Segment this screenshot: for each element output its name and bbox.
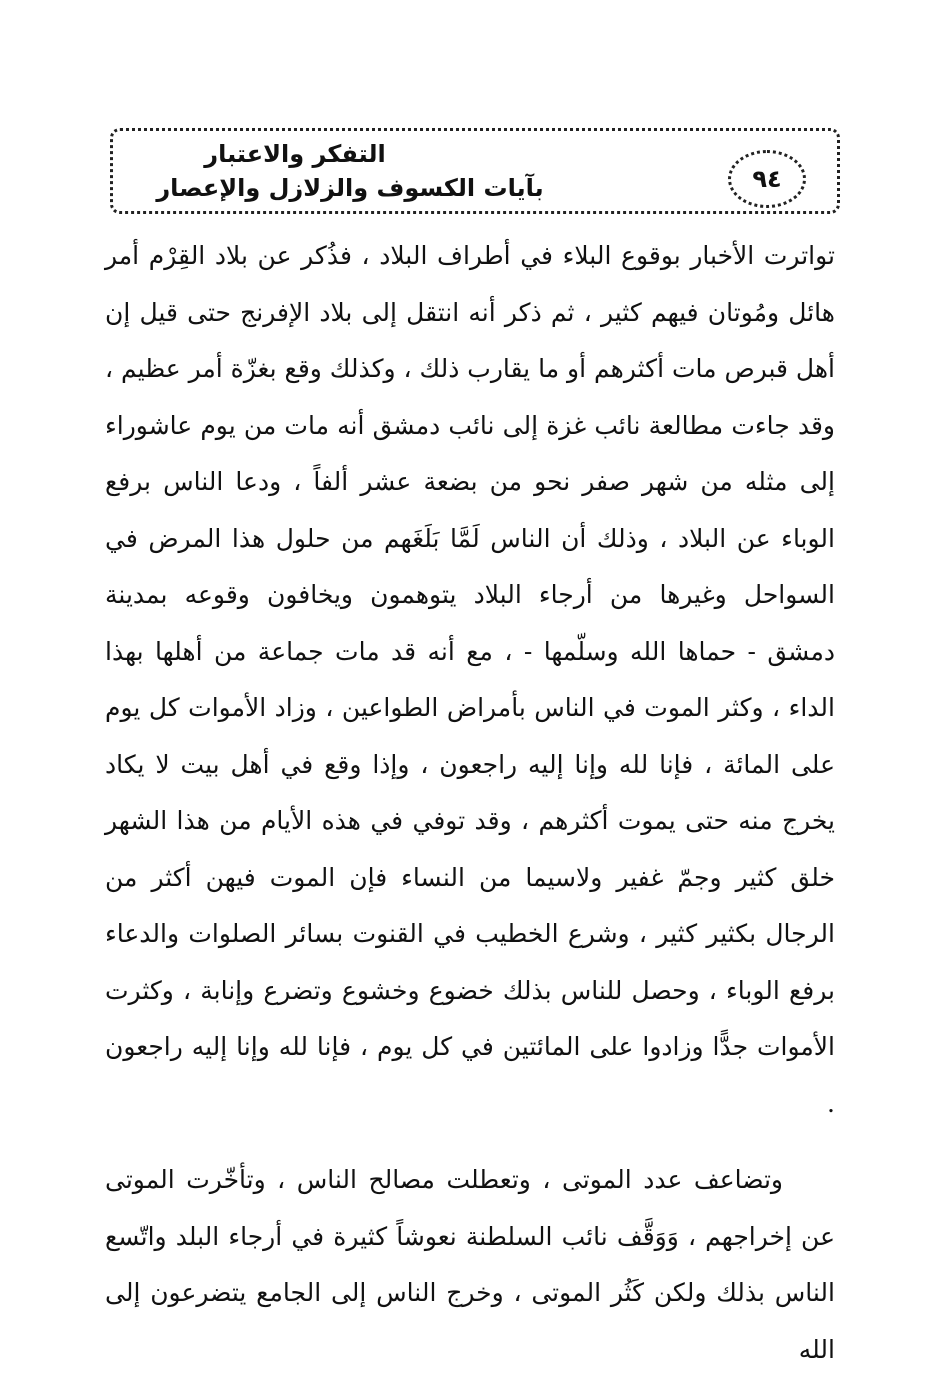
page-number: ٩٤ bbox=[728, 150, 806, 208]
paragraph: تواترت الأخبار بوقوع البلاء في أطراف البلاد ، فذُكر عن بلاد القِرْم أمر هائل ومُوتان فيهم كثير ، ثم ذكر أنه انتقل إلى بلاد الإفرنج حتى قيل إن أهل قبرص مات أكثرهم أو ما يقارب ذلك ، وكذلك وقع بغزّة أمر عظيم ، وقد جاءت مطالعة نائب غزة إلى نائب دمشق أنه مات من يوم عاشوراء إلى مثله من شهر صفر نحو من بضعة عشر ألفاً ، ودعا الناس برفع الوباء عن البلاد ، وذلك أن الناس لَمَّا بَلَغَهم من حلول هذا المرض في السواحل وغيرها من أرجاء البلاد يتوهمون ويخافون وقوعه بمدينة دمشق - حماها الله وسلّمها - ، مع أنه قد مات جماعة من أهلها بهذا الداء ، وكثر الموت في الناس بأمراض الطواعين ، وزاد الأموات كل يوم على المائة ، فإنا لله وإنا إليه راجعون ، وإذا وقع في أهل بيت لا يكاد يخرج منه حتى يموت أكثرهم ، وقد توفي في هذه الأيام من هذا الشهر خلق كثير وجمّ غفير ولاسيما من النساء فإن الموت فيهن أكثر من الرجال بكثير كثير ، وشرع الخطيب في القنوت بسائر الصلوات والدعاء برفع الوباء ، وحصل للناس بذلك خضوع وخشوع وتضرع وإنابة ، وكثرت الأموات جدًّا وزادوا على المائتين في كل يوم ، فإنا لله وإنا إليه راجعون . bbox=[105, 241, 835, 1118]
page-body bbox=[105, 228, 835, 1378]
paragraph: وتضاعف عدد الموتى ، وتعطلت مصالح الناس ، وتأخّرت الموتى عن إخراجهم ، وَوَقَّف نائب السلطنة نعوشاً كثيرة في أرجاء البلد واتّسع الناس بذلك ولكن كَثُر الموتى ، وخرج الناس إلى الجامع يتضرعون إلى الله bbox=[105, 1165, 835, 1364]
running-header-title: التفكر والاعتبار bbox=[204, 140, 386, 168]
running-header-subtitle: بآيات الكسوف والزلازل والإعصار bbox=[156, 174, 544, 202]
